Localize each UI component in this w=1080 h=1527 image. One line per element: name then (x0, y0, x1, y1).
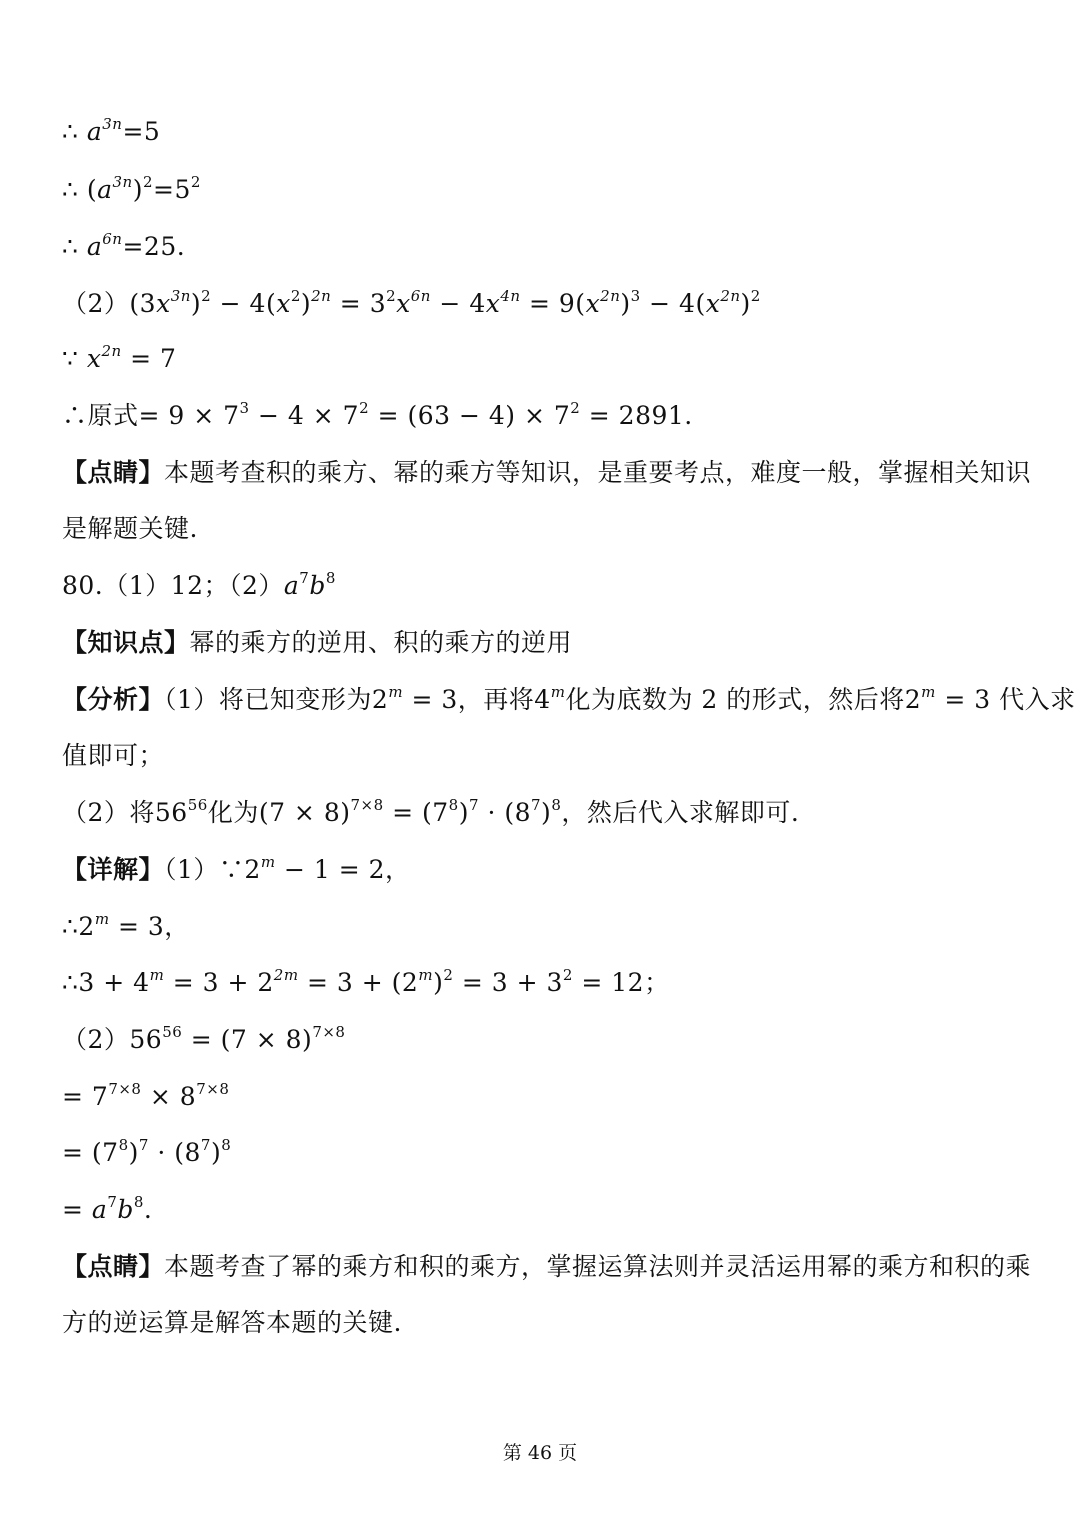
text-segment: x (705, 289, 721, 318)
text-segment: ) (740, 289, 751, 318)
text-segment: = 9( (520, 289, 586, 318)
text-line (62, 230, 1030, 264)
section-heading: 【分析】 (62, 685, 165, 714)
text-segment: − 4 × 7 (249, 401, 360, 430)
text-line (62, 512, 1030, 546)
text-segment: x (276, 289, 291, 318)
superscript: 2n (720, 287, 741, 305)
superscript: m (921, 683, 936, 701)
text-segment: b (309, 571, 326, 600)
text-segment: = 3 + (2 (298, 968, 419, 997)
text-segment: ∴ (62, 232, 87, 261)
superscript: 7 (200, 1136, 211, 1154)
text-segment: =5 (153, 175, 191, 204)
text-line (62, 287, 1030, 321)
text-segment: x (396, 289, 411, 318)
superscript: 2 (359, 399, 370, 417)
superscript: 2n (101, 342, 122, 360)
text-segment: （1）将已知变形为2 (164, 685, 389, 714)
superscript: 56 (187, 796, 208, 814)
text-segment: b (117, 1195, 134, 1224)
text-segment: a (91, 1195, 108, 1224)
text-line (62, 173, 1030, 207)
text-segment: · (8 (148, 1138, 201, 1167)
text-line (62, 626, 1030, 660)
text-line (62, 1306, 1030, 1340)
section-heading: 【点睛】 (62, 458, 165, 487)
page-footer: 第 46 页 (502, 1442, 578, 1464)
text-line (62, 115, 1030, 149)
text-segment: . (143, 1195, 153, 1224)
superscript: 56 (162, 1023, 183, 1041)
superscript: m (149, 966, 165, 984)
text-segment: x (485, 289, 501, 318)
text-segment: = 3 (331, 289, 387, 318)
superscript: 4n (500, 287, 521, 305)
superscript: 3 (239, 399, 250, 417)
text-segment: ∴ (62, 117, 87, 146)
text-segment: = 2891. (580, 401, 693, 430)
superscript: 3n (112, 173, 133, 191)
text-segment: a (97, 175, 113, 204)
text-segment: = (7 × 8) (182, 1025, 313, 1054)
text-segment: − 4 (430, 289, 486, 318)
superscript: 2 (290, 287, 301, 305)
text-segment: 80.（1）12；（2） (62, 571, 284, 600)
text-segment: ) (541, 798, 552, 827)
superscript: 8 (448, 796, 459, 814)
text-segment: = 12； (572, 968, 670, 997)
text-line (62, 1080, 1030, 1114)
text-segment: （2）56 (62, 1025, 163, 1054)
superscript: 2 (562, 966, 573, 984)
superscript: 7×8 (196, 1080, 230, 1098)
text-segment: = (7 (62, 1138, 119, 1167)
superscript: m (550, 683, 566, 701)
superscript: 6n (102, 230, 123, 248)
text-segment: a (86, 117, 103, 146)
text-segment: 化为(7 × 8) (207, 798, 351, 827)
text-segment: = (7 (383, 798, 449, 827)
text-segment: ∴2 (62, 912, 95, 941)
superscript: 8 (118, 1136, 129, 1154)
text-line (62, 739, 1030, 773)
text-segment: − 4( (640, 289, 706, 318)
text-segment: 本题考查积的乘方、幂的乘方等知识，是重要考点，难度一般，掌握相关知识 (164, 458, 1032, 487)
text-segment: ∴ ( (62, 175, 98, 204)
superscript: 2 (570, 399, 581, 417)
superscript: 2 (143, 173, 154, 191)
superscript: 2 (750, 287, 761, 305)
superscript: 7 (107, 1193, 118, 1211)
text-segment: ) (620, 289, 631, 318)
superscript: 7×8 (108, 1080, 142, 1098)
text-line (62, 1250, 1030, 1284)
text-segment: 方的逆运算是解答本题的关键. (62, 1308, 402, 1337)
text-segment: ) (433, 968, 444, 997)
text-segment: = 3 + 2 (164, 968, 274, 997)
text-segment: = 7 (62, 1082, 109, 1111)
text-segment: − 4( (211, 289, 277, 318)
text-segment: = (63 − 4) × 7 (369, 401, 571, 430)
text-line (62, 1136, 1030, 1170)
superscript: 7 (138, 1136, 149, 1154)
text-segment: 化为底数为 2 的形式，然后将2 (565, 685, 922, 714)
text-segment: x (585, 289, 601, 318)
text-segment: ) (300, 289, 312, 318)
superscript: m (418, 966, 434, 984)
section-heading: 【知识点】 (62, 628, 190, 657)
superscript: 8 (551, 796, 562, 814)
text-segment: =25. (122, 232, 186, 261)
text-line (62, 1023, 1030, 1057)
text-segment: × 8 (141, 1082, 197, 1111)
superscript: 2 (386, 287, 397, 305)
superscript: 7 (299, 569, 310, 587)
text-segment: x (156, 289, 171, 318)
text-segment: ) (132, 175, 143, 204)
text-segment: ) (458, 798, 469, 827)
text-segment: （2）(3 (62, 289, 157, 318)
superscript: 7 (531, 796, 542, 814)
text-line (62, 910, 1030, 944)
text-line (62, 569, 1030, 603)
text-line (62, 1193, 1030, 1227)
superscript: 2n (311, 287, 332, 305)
superscript: 2 (190, 173, 201, 191)
text-line (62, 399, 1030, 433)
text-segment: = 3 + 3 (453, 968, 563, 997)
text-segment: 值即可； (62, 741, 165, 770)
section-heading: 【点睛】 (62, 1252, 165, 1281)
text-segment: 幂的乘方的逆用、积的乘方的逆用 (189, 628, 573, 657)
superscript: 7×8 (350, 796, 384, 814)
text-segment: a (86, 232, 103, 261)
text-segment: = 7 (121, 344, 177, 373)
text-segment: = 3，再将4 (403, 685, 551, 714)
superscript: 2n (600, 287, 621, 305)
superscript: 6n (410, 287, 431, 305)
section-heading: 【详解】 (62, 855, 165, 884)
text-segment: · (8 (479, 798, 531, 827)
superscript: 7 (468, 796, 479, 814)
superscript: 7×8 (312, 1023, 346, 1041)
superscript: 3n (170, 287, 191, 305)
text-line (62, 456, 1030, 490)
text-segment: = 3， (109, 912, 190, 941)
superscript: 8 (221, 1136, 232, 1154)
text-segment: 是解题关键. (62, 514, 198, 543)
superscript: m (260, 853, 276, 871)
superscript: 2m (273, 966, 299, 984)
superscript: m (94, 910, 110, 928)
text-segment: 本题考查了幂的乘方和积的乘方，掌握运算法则并灵活运用幂的乘方和积的乘 (164, 1252, 1032, 1281)
superscript: 2 (201, 287, 212, 305)
text-segment: ∴3 + 4 (62, 968, 150, 997)
text-segment: − 1 = 2， (275, 855, 411, 884)
superscript: 8 (325, 569, 336, 587)
superscript: 3n (102, 115, 123, 133)
text-segment: ∵ (62, 344, 87, 373)
text-line (62, 342, 1030, 376)
text-segment: =5 (122, 117, 161, 146)
text-segment: ) (210, 1138, 222, 1167)
superscript: 2 (443, 966, 454, 984)
superscript: 3 (630, 287, 641, 305)
superscript: 8 (133, 1193, 144, 1211)
text-line (62, 683, 1076, 717)
text-line (62, 966, 1030, 1000)
text-segment: = (62, 1195, 92, 1224)
text-segment: （2）将56 (62, 798, 188, 827)
text-segment: a (283, 571, 300, 600)
text-line (62, 796, 1030, 830)
text-segment: ，然后代入求解即可. (561, 798, 800, 827)
superscript: m (388, 683, 404, 701)
text-line (62, 853, 1030, 887)
text-segment: ∴原式= 9 × 7 (62, 401, 240, 430)
text-segment: x (86, 344, 102, 373)
text-segment: （1）∵2 (164, 855, 261, 884)
text-segment: = 3 代入求 (935, 685, 1076, 714)
text-segment: ) (190, 289, 202, 318)
text-segment: ) (128, 1138, 139, 1167)
